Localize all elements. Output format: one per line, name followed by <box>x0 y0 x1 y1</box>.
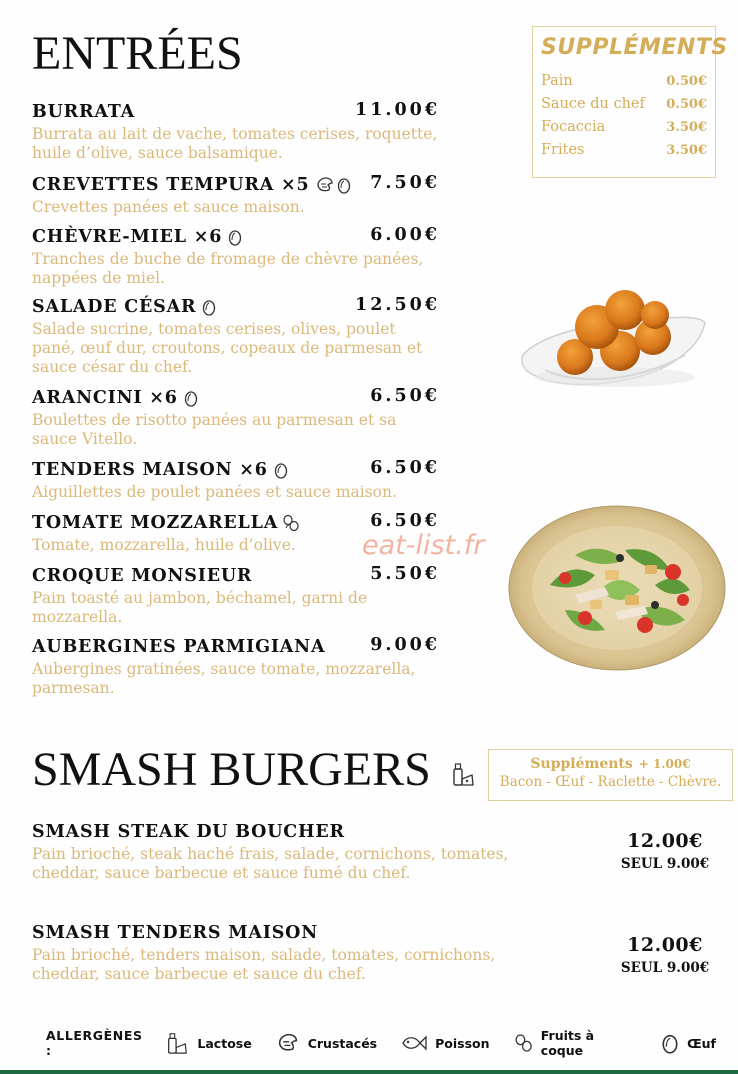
allergen-fish: Poisson <box>401 1034 489 1052</box>
item-name: AUBERGINES PARMIGIANA <box>32 637 326 657</box>
menu-item <box>32 458 442 502</box>
item-name: CROQUE MONSIEUR <box>32 566 253 586</box>
item-price: 11.00€ <box>355 100 440 120</box>
egg-icon <box>228 228 242 246</box>
supplements-box <box>532 26 728 178</box>
allergen-nuts: Fruits à coque <box>514 1028 638 1058</box>
menu-item <box>32 100 442 163</box>
caesar-salad-photo <box>505 500 730 675</box>
lactose-icon <box>165 1031 189 1055</box>
item-description: Boulettes de risotto panées au parmesan et sa sauce Vitello. <box>32 411 397 448</box>
burger-alone-price: SEUL 9.00€ <box>620 960 710 976</box>
supplement-price: 3.50€ <box>666 120 707 135</box>
supplement-name: Sauce du chef <box>541 96 645 112</box>
item-description: Tranches de buche de fromage de chèvre panées, nappées de miel. <box>32 250 424 287</box>
allergen-lactose: Lactose <box>165 1031 251 1055</box>
menu-item <box>32 173 442 217</box>
item-description: Aiguillettes de poulet panées et sauce maison. <box>32 483 397 501</box>
egg-icon <box>337 176 351 194</box>
egg-icon <box>274 461 288 479</box>
nuts-icon <box>514 1032 533 1054</box>
supplement-price: 0.50€ <box>666 97 707 112</box>
allergens-legend <box>46 1026 716 1060</box>
burger-item <box>32 820 562 883</box>
egg-icon <box>202 298 216 316</box>
item-name: ARANCINI ×6 <box>32 388 178 408</box>
menu-item <box>32 635 442 698</box>
burger-supplements-label: Suppléments <box>530 756 633 772</box>
burger-item <box>32 921 562 984</box>
supplement-name: Focaccia <box>541 119 606 135</box>
supplement-row <box>541 116 707 139</box>
item-name: BURRATA <box>32 102 136 122</box>
item-name: SMASH TENDERS MAISON <box>32 923 319 943</box>
arancini-photo <box>515 285 710 400</box>
item-price: 9.00€ <box>370 635 440 655</box>
item-description: Burrata au lait de vache, tomates cerises, roquette, huile d’olive, sauce balsamique. <box>32 125 438 162</box>
item-description: Pain toasté au jambon, béchamel, garni de mozzarella. <box>32 589 368 626</box>
item-name: CREVETTES TEMPURA ×5 <box>32 175 310 195</box>
allergen-egg: Œuf <box>661 1032 716 1054</box>
item-description: Crevettes panées et sauce maison. <box>32 198 305 216</box>
item-name: TOMATE MOZZARELLA <box>32 513 279 533</box>
menu-item <box>32 225 442 288</box>
fish-icon <box>401 1034 427 1052</box>
supplements-title: SUPPLÉMENTS <box>541 35 728 60</box>
burger-menu-price: 12.00€ <box>627 934 703 956</box>
supplement-row <box>541 70 707 93</box>
item-description: Tomate, mozzarella, huile d’olive. <box>32 536 296 554</box>
burger-menu-price: 12.00€ <box>627 830 703 852</box>
burger-supplements-list: Bacon - Œuf - Raclette - Chèvre. <box>499 774 722 790</box>
supplement-price: 0.50€ <box>666 74 707 89</box>
burger-supplements-box <box>488 749 733 801</box>
crustacean-icon <box>315 176 335 194</box>
menu-item <box>32 564 442 627</box>
supplement-name: Frites <box>541 142 585 158</box>
item-price: 5.50€ <box>370 564 440 584</box>
burger-price <box>610 934 720 976</box>
item-name: CHÈVRE-MIEL ×6 <box>32 227 223 247</box>
item-name: SMASH STEAK DU BOUCHER <box>32 822 345 842</box>
lactose-icon <box>451 761 475 787</box>
burger-price <box>610 830 720 872</box>
burger-alone-price: SEUL 9.00€ <box>620 856 710 872</box>
item-price: 6.50€ <box>370 458 440 478</box>
supplement-name: Pain <box>541 73 573 89</box>
bottom-accent-bar <box>0 1070 738 1074</box>
item-price: 7.50€ <box>370 173 440 193</box>
item-description: Salade sucrine, tomates cerises, olives, poulet pané, œuf dur, croutons, copeaux de parmesan et sauce césar du chef. <box>32 320 423 376</box>
egg-icon <box>184 389 198 407</box>
item-name: TENDERS MAISON ×6 <box>32 460 268 480</box>
menu-item <box>32 295 442 377</box>
menu-item <box>32 386 442 449</box>
nuts-icon <box>282 514 300 532</box>
item-description: Aubergines gratinées, sauce tomate, mozzarella, parmesan. <box>32 660 416 697</box>
supplement-row <box>541 93 707 116</box>
egg-icon <box>661 1032 679 1054</box>
smash-burgers-title: SMASH BURGERS <box>32 742 475 797</box>
item-description: Pain brioché, steak haché frais, salade, cornichons, tomates, cheddar, sauce barbecue et sauce fumé du chef. <box>32 845 509 882</box>
crustacean-icon <box>276 1032 300 1054</box>
entrees-title: ENTRÉES <box>32 27 243 80</box>
item-name: SALADE CÉSAR <box>32 297 197 317</box>
item-price: 6.50€ <box>370 386 440 406</box>
watermark: eat-list.fr <box>362 530 485 561</box>
burger-supplements-price: + 1.00€ <box>638 757 691 771</box>
item-description: Pain brioché, tenders maison, salade, tomates, cornichons, cheddar, sauce barbecue et sauce du chef. <box>32 946 496 983</box>
item-price: 6.50€ <box>370 511 440 531</box>
item-price: 6.00€ <box>370 225 440 245</box>
item-price: 12.50€ <box>355 295 440 315</box>
supplement-row <box>541 139 707 162</box>
supplement-price: 3.50€ <box>666 143 707 158</box>
allergens-label: ALLERGÈNES : <box>46 1028 143 1058</box>
allergen-crustacean: Crustacés <box>276 1032 377 1054</box>
